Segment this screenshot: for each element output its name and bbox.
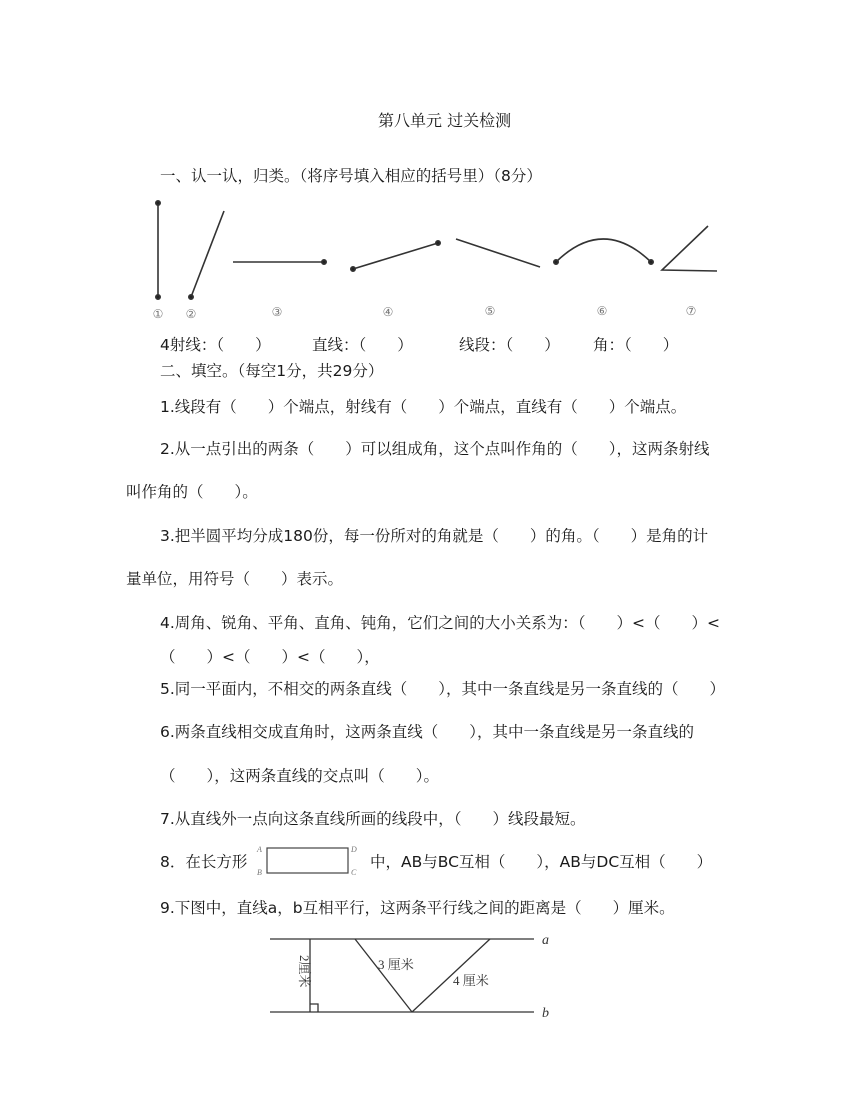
section1-heading: 一、认一认，归类。（将序号填入相应的括号里）（8分） [160, 167, 542, 185]
question-5: 5.同一平面内，不相交的两条直线（ ），其中一条直线是另一条直线的（ ） [160, 680, 726, 698]
figure-label-4: ④ [382, 305, 394, 319]
parallel-lines-figure [262, 928, 562, 1023]
page-title: 第八单元 过关检测 [378, 111, 512, 130]
question-1: 1.线段有（ ）个端点，射线有（ ）个端点，直线有（ ）个端点。 [160, 398, 687, 416]
question-8-prefix: 8．在长方形 [160, 853, 248, 871]
rect-label-d: D [351, 845, 357, 854]
rect-label-a: A [257, 845, 262, 854]
slant-3cm [355, 939, 412, 1012]
figure-label-1: ① [152, 307, 164, 321]
figure-1-segment [156, 201, 160, 299]
question-3-line-1: 3.把半圆平均分成180份，每一份所对的角就是（ ）的角。（ ）是角的计 [160, 527, 709, 545]
rect-label-c: C [351, 868, 357, 877]
right-angle-mark [310, 1004, 318, 1012]
answer-ray: 4射线：（ ） [160, 336, 271, 354]
label-4cm: 4 厘米 [453, 973, 489, 988]
line-figures [140, 195, 740, 330]
question-4-line-1: 4.周角、锐角、平角、直角、钝角，它们之间的大小关系为：（ ）<（ ）< [160, 614, 721, 632]
section2-heading: 二、填空。（每空1分，共29分） [160, 362, 384, 380]
question-6-line-1: 6.两条直线相交成直角时，这两条直线（ ），其中一条直线是另一条直线的 [160, 723, 695, 741]
figure-label-7: ⑦ [685, 304, 697, 318]
answer-angle: 角：（ ） [593, 336, 679, 354]
question-2-line-1: 2.从一点引出的两条（ ）可以组成角，这个点叫作角的（ ），这两条射线 [160, 440, 710, 458]
answer-line: 直线：（ ） [312, 336, 413, 354]
question-3-line-2: 量单位，用符号（ ）表示。 [126, 570, 344, 588]
figure-2-ray [189, 211, 224, 299]
figure-label-5: ⑤ [484, 304, 496, 318]
figure-label-2: ② [185, 307, 197, 321]
answer-segment: 线段：（ ） [459, 336, 560, 354]
label-a: a [542, 933, 549, 948]
figure-5-line [456, 239, 540, 267]
label-2cm: 2厘米 [297, 955, 312, 988]
figure-label-6: ⑥ [596, 304, 608, 318]
question-7: 7.从直线外一点向这条直线所画的线段中，（ ）线段最短。 [160, 810, 586, 828]
question-6-line-2: （ ），这两条直线的交点叫（ ）。 [160, 767, 440, 785]
figure-7-angle [662, 226, 717, 271]
question-8-suffix: 中，AB与BC互相（ ），AB与DC互相（ ） [370, 853, 713, 871]
figure-3-ray [233, 260, 326, 264]
rectangle-abcd-figure [254, 843, 366, 877]
label-b: b [542, 1006, 549, 1021]
question-2-line-2: 叫作角的（ ）。 [126, 483, 258, 501]
figure-4-segment [351, 241, 440, 271]
question-4-line-2: （ ）<（ ）<（ ）， [160, 648, 380, 666]
label-3cm: 3 厘米 [378, 957, 414, 972]
figure-label-3: ③ [271, 305, 283, 319]
question-9: 9.下图中，直线a，b互相平行，这两条平行线之间的距离是（ ）厘米。 [160, 899, 675, 917]
figure-6-arc [554, 239, 653, 264]
rect-label-b: B [257, 868, 262, 877]
